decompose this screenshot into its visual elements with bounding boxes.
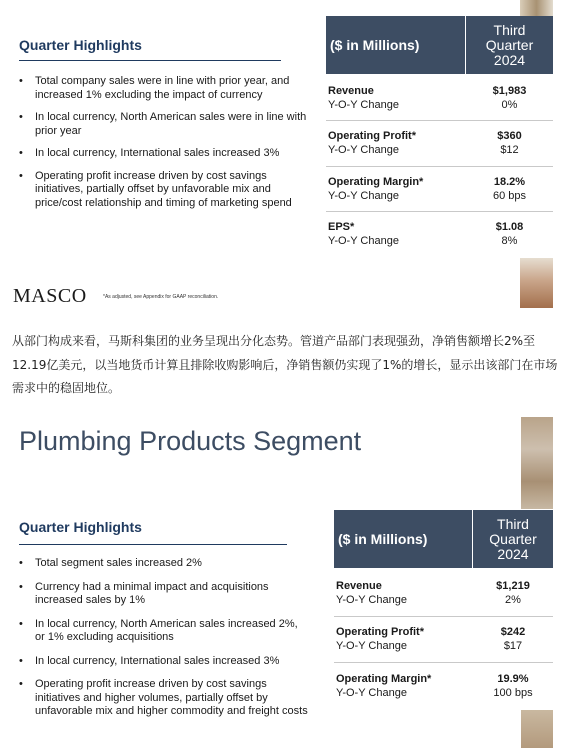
table-header — [326, 16, 553, 74]
list-item: • Total company sales were in line with prior year, and increased 1% excluding the impact of currency — [19, 75, 314, 102]
row-value: $242 — [500, 626, 526, 638]
row-label: Operating Margin* — [336, 673, 432, 685]
list-item: • In local currency, North American sales increased 2%, or 1% excluding acquisitions — [19, 618, 309, 645]
table-header — [334, 510, 553, 568]
list-item: • In local currency, International sales increased 3% — [19, 655, 309, 669]
row-divider — [326, 120, 553, 121]
row-value: 18.2% — [493, 176, 526, 188]
financial-summary-table — [326, 16, 553, 256]
segment-title: Plumbing Products Segment — [19, 426, 362, 456]
units-header: ($ in Millions) — [338, 531, 428, 547]
article-paragraph: 从部门构成来看，马斯科集团的业务呈现出分化态势。管道产品部门表现强劲，净销售额增长2%至12.19亿美元，以当地货币计算且排除收购影响后，净销售额仍实现了1%的增长，显示出该部门在市场需求中的稳固地位。 — [12, 334, 558, 395]
row-label: Revenue — [336, 580, 382, 592]
list-item: • Operating profit increase driven by cost savings initiatives and higher volumes, partially offset by unfavorable mix and higher commodity and freight costs — [19, 678, 309, 719]
period-line: Third — [497, 515, 529, 532]
row-sub-value: 0% — [501, 99, 518, 111]
row-sub-label: Y-O-Y Change — [328, 235, 399, 247]
highlights-list — [19, 75, 314, 210]
table-row-operating-margin — [334, 672, 553, 702]
wood-texture-image-top — [520, 0, 553, 16]
row-sub-value: 2% — [505, 594, 521, 606]
row-value: 19.9% — [497, 673, 529, 685]
table-row-operating-margin — [326, 175, 553, 205]
row-label: Operating Profit* — [328, 130, 417, 142]
period-line: Quarter — [489, 530, 537, 547]
title-underline — [19, 60, 281, 61]
row-value: $1,983 — [492, 85, 527, 97]
row-sub-value: 8% — [501, 235, 518, 247]
wood-texture-image-top — [521, 417, 553, 509]
row-divider — [326, 166, 553, 167]
row-divider — [334, 662, 553, 663]
list-item: • In local currency, International sales increased 3% — [19, 147, 314, 161]
table-row-eps — [326, 220, 553, 250]
row-label: EPS* — [328, 221, 355, 233]
period-line: Quarter — [485, 36, 534, 53]
row-sub-value: 60 bps — [492, 190, 527, 202]
row-sub-label: Y-O-Y Change — [328, 99, 399, 111]
row-divider — [326, 211, 553, 212]
table-row-operating-profit — [326, 129, 553, 159]
highlights-list — [19, 557, 309, 719]
row-value: $1.08 — [495, 221, 524, 233]
table-row-revenue — [334, 579, 553, 609]
row-sub-label: Y-O-Y Change — [336, 687, 407, 699]
row-value: $1,219 — [496, 580, 530, 592]
table-row-operating-profit — [334, 625, 553, 655]
list-item: • Currency had a minimal impact and acquisitions increased sales by 1% — [19, 581, 309, 608]
row-label: Operating Margin* — [328, 176, 424, 188]
financial-summary-table — [334, 510, 553, 710]
period-line: Third — [493, 21, 526, 38]
list-item: • Total segment sales increased 2% — [19, 557, 309, 571]
period-header — [466, 16, 553, 74]
units-header: ($ in Millions) — [330, 37, 420, 53]
row-sub-value: 100 bps — [493, 687, 533, 699]
row-sub-label: Y-O-Y Change — [328, 144, 399, 156]
row-sub-label: Y-O-Y Change — [336, 640, 407, 652]
row-divider — [334, 616, 553, 617]
list-item: • Operating profit increase driven by cost savings initiatives, partially offset by unfavorable mix and price/cost relationship and timing of marketing spend — [19, 170, 314, 211]
list-item: • In local currency, North American sales were in line with prior year — [19, 111, 314, 138]
row-sub-value: $17 — [503, 640, 523, 652]
wood-texture-image-bottom — [520, 258, 553, 308]
footnote: *As adjusted, see Appendix for GAAP reconciliation. — [103, 294, 219, 300]
wood-texture-image-bottom — [521, 710, 553, 748]
title-underline — [19, 544, 287, 545]
quarter-highlights-title: Quarter Highlights — [19, 37, 142, 53]
masco-logo: MASCO — [13, 285, 87, 307]
slide-company-summary — [0, 0, 568, 318]
row-label: Revenue — [328, 85, 374, 97]
period-line: 2024 — [493, 51, 526, 68]
row-value: $360 — [497, 130, 522, 142]
quarter-highlights-title: Quarter Highlights — [19, 519, 142, 535]
period-line: 2024 — [497, 545, 529, 562]
row-sub-value: $12 — [500, 144, 519, 156]
row-label: Operating Profit* — [336, 626, 425, 638]
row-sub-label: Y-O-Y Change — [336, 594, 407, 606]
period-header — [473, 510, 553, 568]
row-sub-label: Y-O-Y Change — [328, 190, 399, 202]
table-row-revenue — [326, 84, 553, 114]
